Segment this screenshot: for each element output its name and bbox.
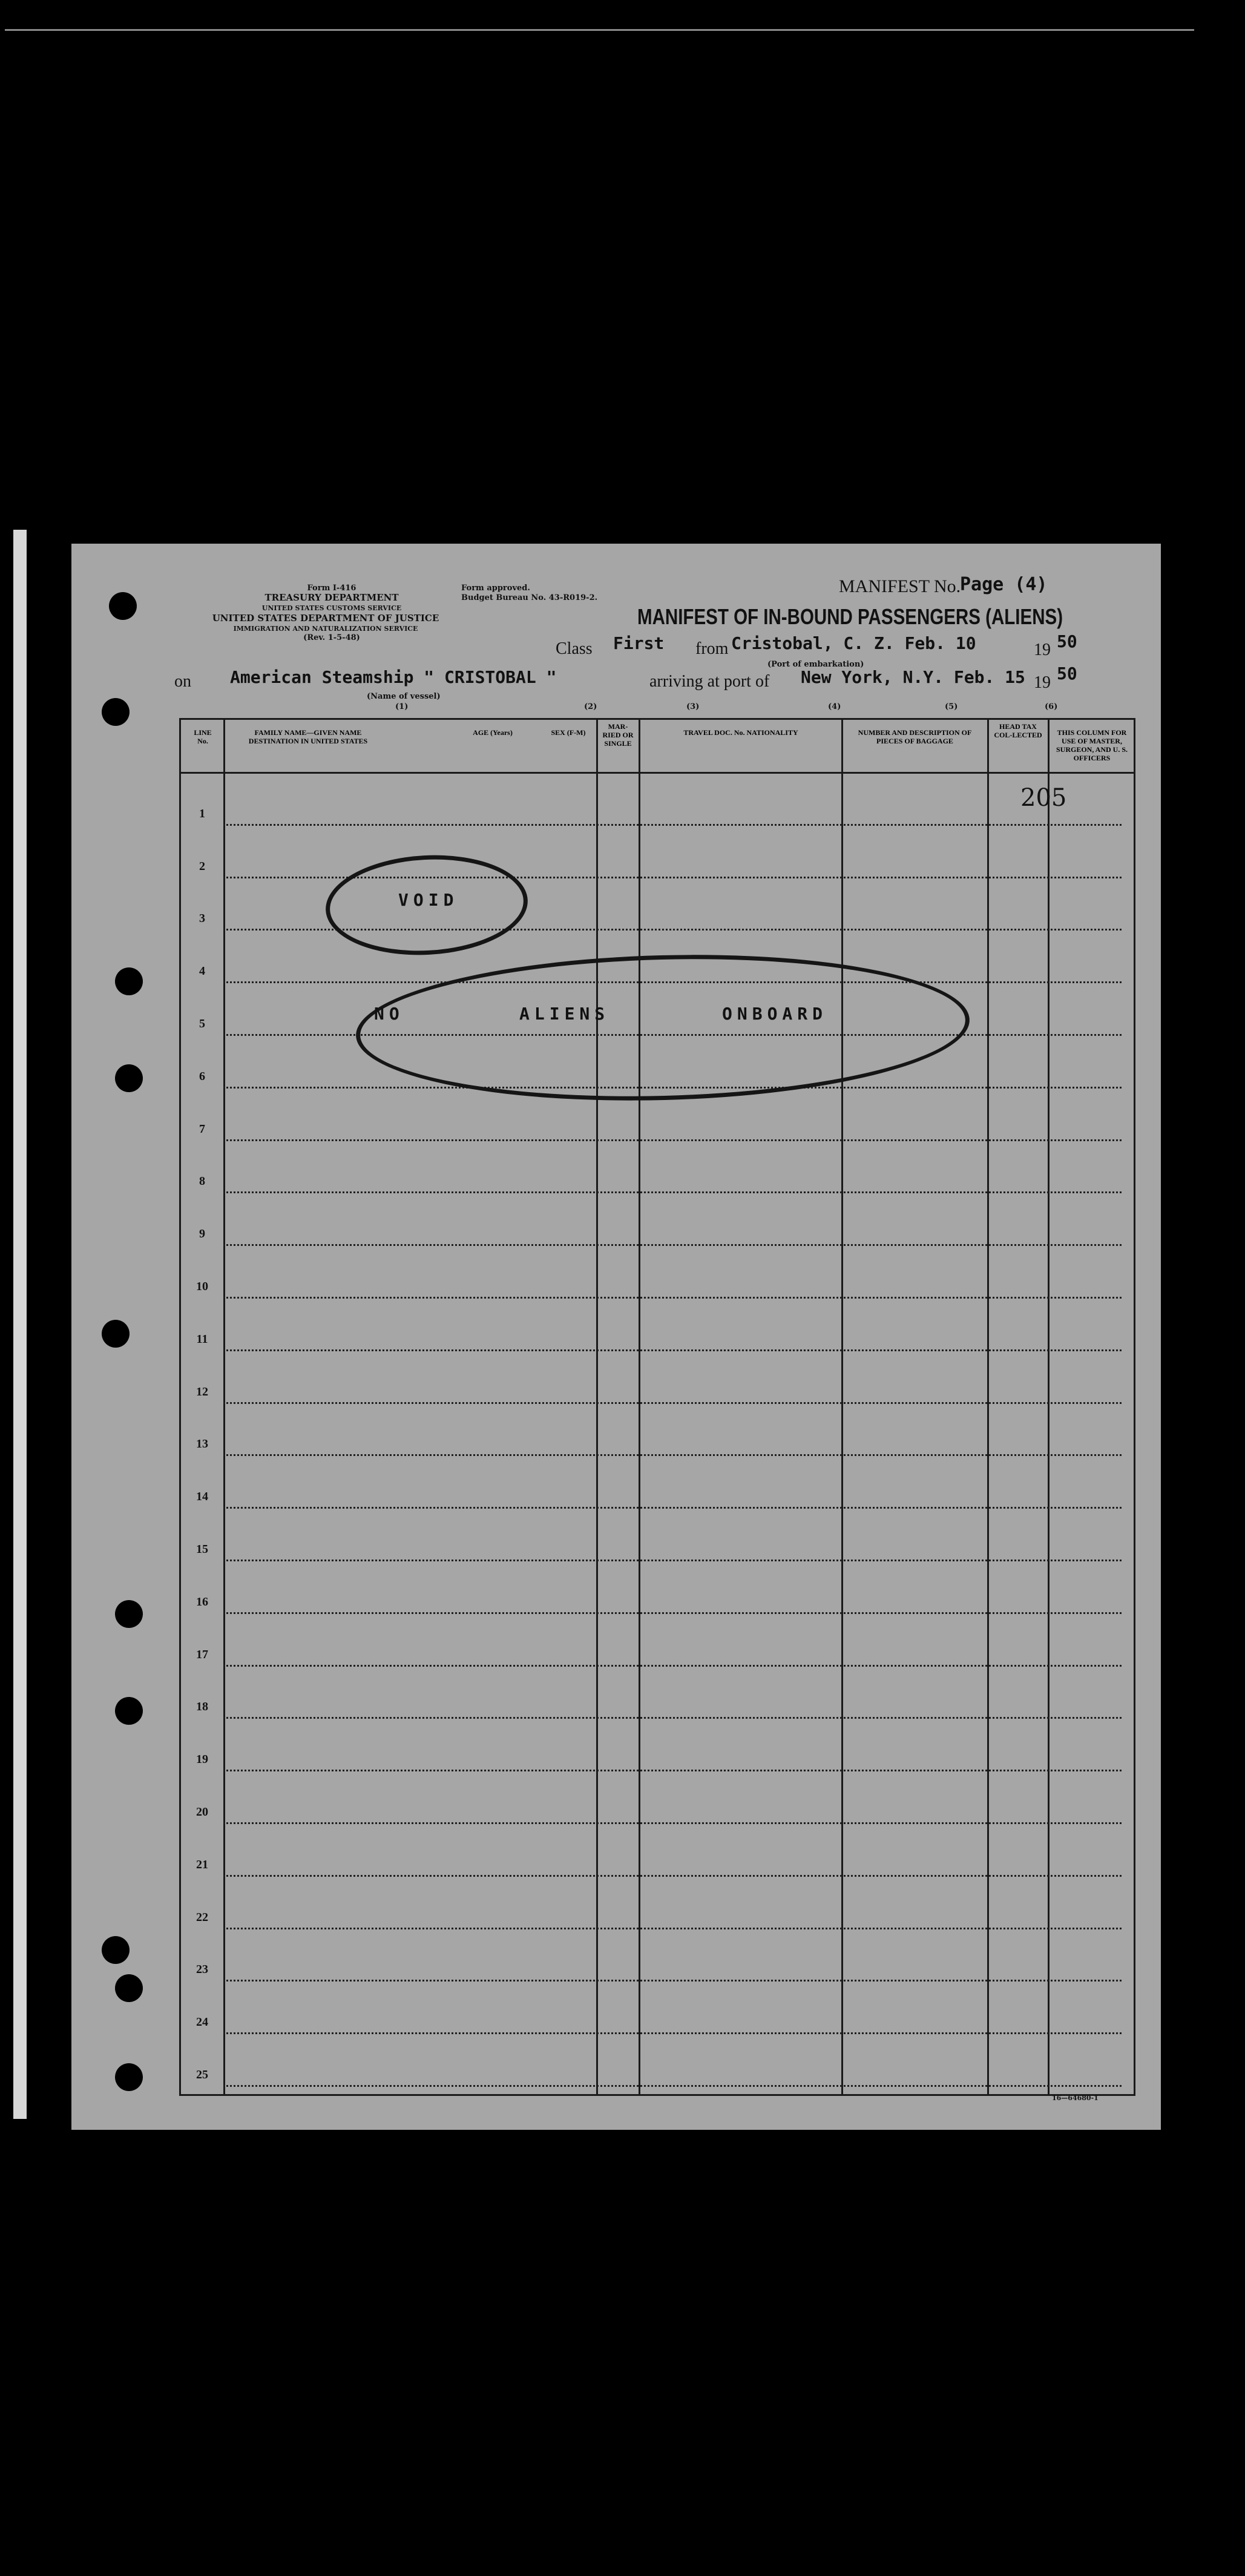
- page-edge-strip: [13, 530, 27, 2119]
- footer-code: 16—64680-1: [1052, 2094, 1099, 2102]
- row-rule: [223, 1560, 1122, 1561]
- row-number: 16: [196, 1595, 208, 1609]
- row-number: 21: [196, 1857, 208, 1871]
- col-travel-doc: TRAVEL DOC. No. NATIONALITY: [683, 728, 798, 737]
- year-value: 50: [1057, 631, 1077, 651]
- row-rule: [223, 1928, 1122, 1929]
- row-number: 20: [196, 1805, 208, 1819]
- year2-value: 50: [1057, 664, 1077, 684]
- punch-hole: [102, 698, 130, 726]
- punch-hole: [115, 967, 143, 995]
- row-rule: [223, 1770, 1122, 1771]
- column-divider: [987, 720, 989, 2094]
- form-approved: Form approved.: [461, 584, 530, 593]
- column-number: (4): [828, 702, 841, 711]
- vessel-caption: (Name of vessel): [367, 692, 441, 701]
- row-rule: [223, 1297, 1122, 1299]
- column-number: (3): [686, 702, 700, 711]
- form-number: Form I-416: [307, 584, 356, 593]
- row-rule: [223, 1244, 1122, 1246]
- from-label: from: [695, 639, 729, 658]
- col-name-destination: FAMILY NAME—GIVEN NAME DESTINATION IN UNITED STATES: [248, 728, 368, 745]
- no-aliens-stamp-no: NO: [374, 1004, 404, 1024]
- column-number: (6): [1045, 702, 1058, 711]
- row-rule: [223, 1612, 1122, 1614]
- row-number: 19: [196, 1753, 208, 1767]
- row-number: 17: [196, 1647, 208, 1661]
- row-rule: [223, 2085, 1122, 2087]
- row-rule: [223, 1822, 1122, 1824]
- manifest-number-value: Page (4): [960, 574, 1048, 595]
- row-number: 5: [199, 1017, 205, 1030]
- col-baggage: NUMBER AND DESCRIPTION OF PIECES OF BAGGAGE: [858, 728, 972, 745]
- punch-hole: [115, 1697, 143, 1725]
- row-rule: [223, 2032, 1122, 2034]
- manifest-number-label: MANIFEST No.: [839, 576, 961, 596]
- arriving-value: New York, N.Y. Feb. 15: [801, 667, 1025, 687]
- row-rule: [223, 1349, 1122, 1351]
- col-line-no: LINE No.: [194, 728, 212, 745]
- col-sex: SEX (F-M): [551, 728, 586, 737]
- row-number: 7: [199, 1122, 205, 1136]
- ins-service: IMMIGRATION AND NATURALIZATION SERVICE: [233, 625, 418, 633]
- row-number: 25: [196, 2068, 208, 2081]
- punch-hole: [102, 1320, 130, 1348]
- row-rule: [223, 1402, 1122, 1404]
- manifest-page: [71, 544, 1161, 2130]
- punch-hole: [109, 592, 137, 620]
- scan-edge-line: [5, 29, 1194, 31]
- col-head-tax: HEAD TAX COL-LECTED: [994, 722, 1042, 739]
- row-number: 15: [196, 1543, 208, 1556]
- class-value: First: [613, 633, 665, 653]
- column-number: (5): [945, 702, 958, 711]
- row-number: 11: [196, 1332, 208, 1346]
- vessel-name: American Steamship " CRISTOBAL ": [230, 667, 557, 687]
- row-number: 9: [199, 1227, 205, 1241]
- column-number: (2): [584, 702, 597, 711]
- row-rule: [223, 1191, 1122, 1193]
- col-age: AGE (Years): [473, 728, 513, 737]
- from-value: Cristobal, C. Z. Feb. 10: [731, 633, 976, 653]
- col-married: MAR-RIED OR SINGLE: [602, 722, 634, 748]
- row-rule: [223, 1717, 1122, 1719]
- row-number: 6: [199, 1069, 205, 1083]
- revision: (Rev. 1-5-48): [303, 633, 360, 642]
- department-treasury: TREASURY DEPARTMENT: [264, 592, 399, 603]
- row-number: 13: [196, 1437, 208, 1451]
- header-rule: [181, 772, 1134, 774]
- passenger-table: [179, 718, 1135, 2096]
- column-number: (1): [395, 702, 409, 711]
- year-prefix: 19: [1034, 641, 1051, 659]
- column-divider: [841, 720, 843, 2094]
- row-number: 24: [196, 2015, 208, 2029]
- budget-bureau: Budget Bureau No. 43-R019-2.: [461, 593, 598, 602]
- punch-hole: [102, 1936, 130, 1964]
- on-label: on: [174, 672, 191, 691]
- row-number: 18: [196, 1700, 208, 1714]
- port-embarkation-caption: (Port of embarkation): [767, 660, 864, 669]
- punch-hole: [115, 2063, 143, 2091]
- column-divider: [639, 720, 640, 2094]
- row-rule: [223, 1875, 1122, 1877]
- row-number: 12: [196, 1385, 208, 1398]
- class-label: Class: [556, 639, 593, 658]
- row-number: 8: [199, 1174, 205, 1188]
- row-number: 1: [199, 806, 205, 820]
- row-number: 22: [196, 1910, 208, 1924]
- row-rule: [223, 1454, 1122, 1456]
- department-justice: UNITED STATES DEPARTMENT OF JUSTICE: [212, 613, 439, 624]
- row-rule: [223, 1980, 1122, 1981]
- arriving-label: arriving at port of: [649, 672, 770, 691]
- column-divider: [223, 720, 225, 2094]
- col-officers: THIS COLUMN FOR USE OF MASTER, SURGEON, AND U. S. OFFICERS: [1056, 728, 1128, 762]
- row-number: 3: [199, 912, 205, 926]
- row-number: 4: [199, 964, 205, 978]
- row-number: 14: [196, 1490, 208, 1504]
- punch-hole: [115, 1600, 143, 1628]
- no-aliens-stamp-aliens: ALIENS: [519, 1004, 610, 1024]
- row-number: 2: [199, 859, 205, 873]
- column-divider: [596, 720, 598, 2094]
- row-number: 23: [196, 1963, 208, 1977]
- row-rule: [223, 1507, 1122, 1509]
- column-divider: [1048, 720, 1050, 2094]
- year2-prefix: 19: [1034, 673, 1051, 692]
- customs-service: UNITED STATES CUSTOMS SERVICE: [261, 604, 402, 612]
- manifest-title: MANIFEST OF IN-BOUND PASSENGERS (ALIENS): [637, 604, 1063, 629]
- void-stamp: VOID: [398, 890, 459, 910]
- stamped-number: 205: [1020, 784, 1067, 812]
- row-rule: [223, 824, 1122, 826]
- punch-hole: [115, 1974, 143, 2002]
- row-rule: [223, 1139, 1122, 1141]
- punch-hole: [115, 1064, 143, 1092]
- row-number: 10: [196, 1280, 208, 1293]
- row-rule: [223, 1665, 1122, 1667]
- no-aliens-stamp-onboard: ONBOARD: [722, 1004, 828, 1024]
